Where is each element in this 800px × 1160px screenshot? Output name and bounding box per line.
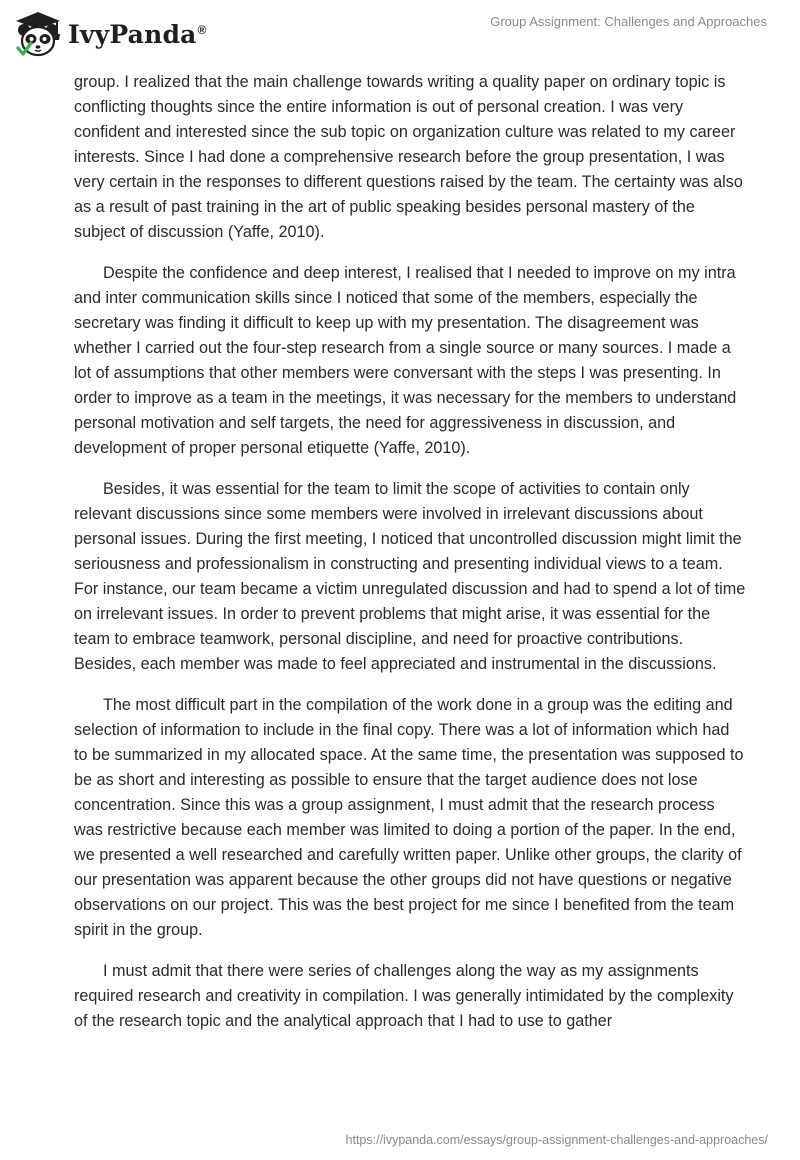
paragraph-3: Besides, it was essential for the team to limit the scope of activities to contain only relevant discussions since some members were involved in irrelevant discussions about personal issues. During the first meeting, I noticed that uncontrolled discussion might limit the seriousness and professionalism in constructing and presenting individual views to a team. For instance, our team became a victim unregulated discussion and had to spend a lot of time on irrelevant issues. In order to prevent problems that might arise, it was essential for the team to embrace teamwork, personal discipline, and need for proactive contributions. Besides, each member was made to feel appreciated and instrumental in the discussions. [74, 480, 746, 673]
paragraph-4: The most difficult part in the compilation of the work done in a group was the editing and selection of information to include in the final copy. There was a lot of information which had to be summarized in my allocated space. At the same time, the presentation was supposed to be as short and interesting as possible to ensure that the target audience does not lose concentration. Since this was a group assignment, I must admit that the research process was restrictive because each member was limited to doing a portion of the paper. In the end, we presented a well researched and carefully written paper. Unlike other groups, the clarity of our presentation was apparent because the other groups did not have questions or negative observations on our project. This was the best project for me since I benefited from the team spirit in the group. [74, 696, 744, 939]
paragraph-2: Despite the confidence and deep interest, I realised that I needed to improve on my intra and inter communication skills since I noticed that some of the members, especially the secretary was finding it difficult to keep up with my presentation. The disagreement was whether I carried out the four-step research from a single source or many sources. I made a lot of assumptions that other members were conversant with the steps I was presenting. In order to improve as a team in the meetings, it was necessary for the members to understand personal motivation and self targets, the need for aggressiveness in discussion, and development of proper personal etiquette (Yaffe, 2010). [74, 264, 737, 457]
brand-name-text: IvyPanda [68, 19, 197, 49]
ivypanda-logo[interactable] [12, 10, 207, 58]
paragraph-1: group. I realized that the main challenge towards writing a quality paper on ordinary topic is conflicting thoughts since the entire information is out of personal creation. I was very confident and interested since the sub topic on organization culture was related to my career interests. Since I had done a comprehensive research before the group presentation, I was very certain in the responses to different questions raised by the team. The certainty was also as a result of past training in the art of public speaking besides personal mastery of the subject of discussion (Yaffe, 2010). [74, 73, 743, 241]
panda-graduate-icon [12, 10, 64, 58]
source-url-link[interactable]: https://ivypanda.com/essays/group-assignment-challenges-and-approaches/ [345, 1133, 768, 1147]
essay-body [74, 70, 746, 1050]
document-title: Group Assignment: Challenges and Approaches [490, 14, 767, 29]
page-header [0, 0, 800, 70]
brand-name [68, 20, 207, 49]
registered-mark: ® [197, 22, 207, 37]
paragraph-5: I must admit that there were series of challenges along the way as my assignments required research and creativity in compilation. I was generally intimidated by the complexity of the research topic and the analytical approach that I had to use to gather [74, 962, 734, 1030]
